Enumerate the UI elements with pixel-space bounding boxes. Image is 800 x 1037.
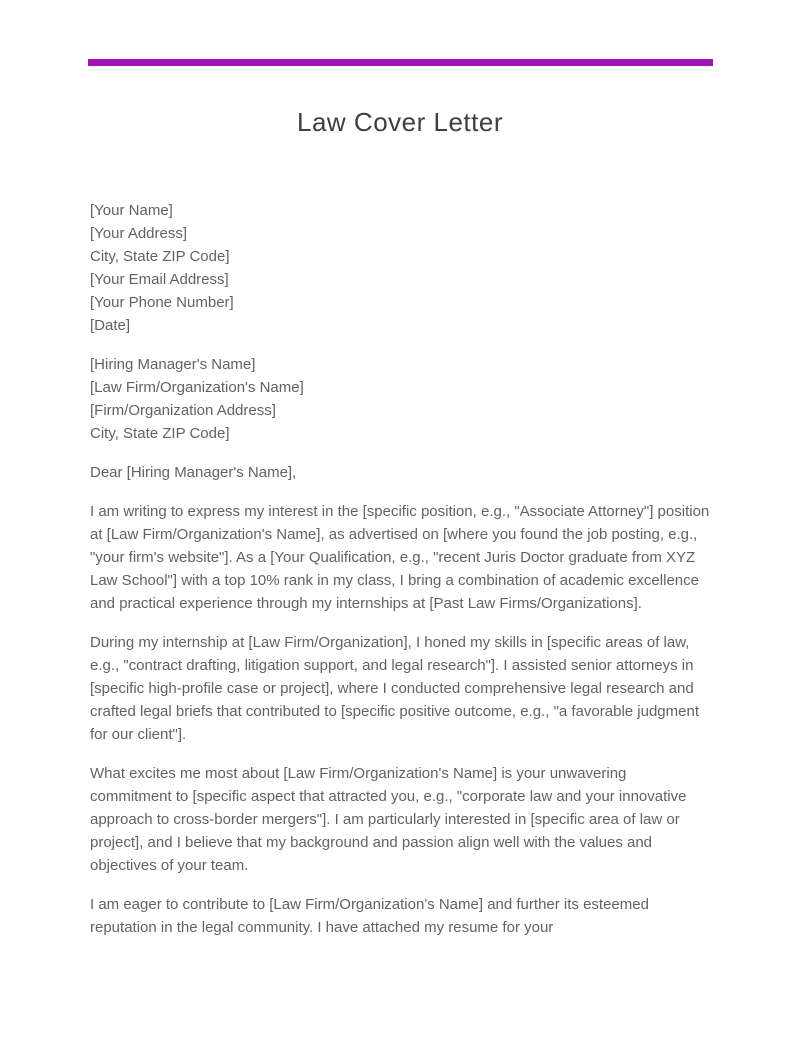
paragraph-motivation: What excites me most about [Law Firm/Organization's Name] is your unwavering commitment to [specific aspect that attracted you, e.g., "corporate law and your innovative approach to cross-border mergers"]. I am particularly interested in [specific area of law or project], and I believe that my background and passion align well with the values and objectives of your team. [90, 765, 687, 874]
recipient-organization: [Law Firm/Organization's Name] [90, 379, 304, 396]
sender-name: [Your Name] [90, 202, 173, 219]
page-title: Law Cover Letter [297, 107, 503, 137]
sender-city-state-zip: City, State ZIP Code] [90, 248, 230, 265]
letter-body [90, 199, 710, 939]
paragraph-closing: I am eager to contribute to [Law Firm/Organization's Name] and further its esteemed reputation in the legal community. I have attached my resume for your [90, 896, 649, 936]
paragraph-internship: During my internship at [Law Firm/Organization], I honed my skills in [specific areas of law, e.g., "contract drafting, litigation support, and legal research"]. I assisted senior attorneys in [specific high-profile case or project], where I conducted comprehensive legal research and crafted legal briefs that contributed to [specific positive outcome, e.g., "a favorable judgment for our client"]. [90, 634, 699, 743]
recipient-name: [Hiring Manager's Name] [90, 356, 256, 373]
paragraph-intro: I am writing to express my interest in the [specific position, e.g., "Associate Attorney"] position at [Law Firm/Organization's Name], as advertised on [where you found the job posting, e.g., "your firm's website"]. As a [Your Qualification, e.g., "recent Juris Doctor graduate from XYZ Law School"] with a top 10% rank in my class, I bring a combination of academic excellence and practical experience through my internships at [Past Law Firms/Organizations]. [90, 503, 710, 612]
recipient-block [90, 353, 710, 445]
accent-bar [88, 59, 713, 66]
letter-date: [Date] [90, 317, 131, 334]
recipient-city-state-zip: City, State ZIP Code] [90, 425, 230, 442]
recipient-address: [Firm/Organization Address] [90, 402, 276, 419]
sender-block [90, 199, 710, 337]
sender-phone: [Your Phone Number] [90, 294, 234, 311]
salutation: Dear [Hiring Manager's Name], [90, 464, 297, 481]
sender-email: [Your Email Address] [90, 271, 229, 288]
sender-address: [Your Address] [90, 225, 188, 242]
